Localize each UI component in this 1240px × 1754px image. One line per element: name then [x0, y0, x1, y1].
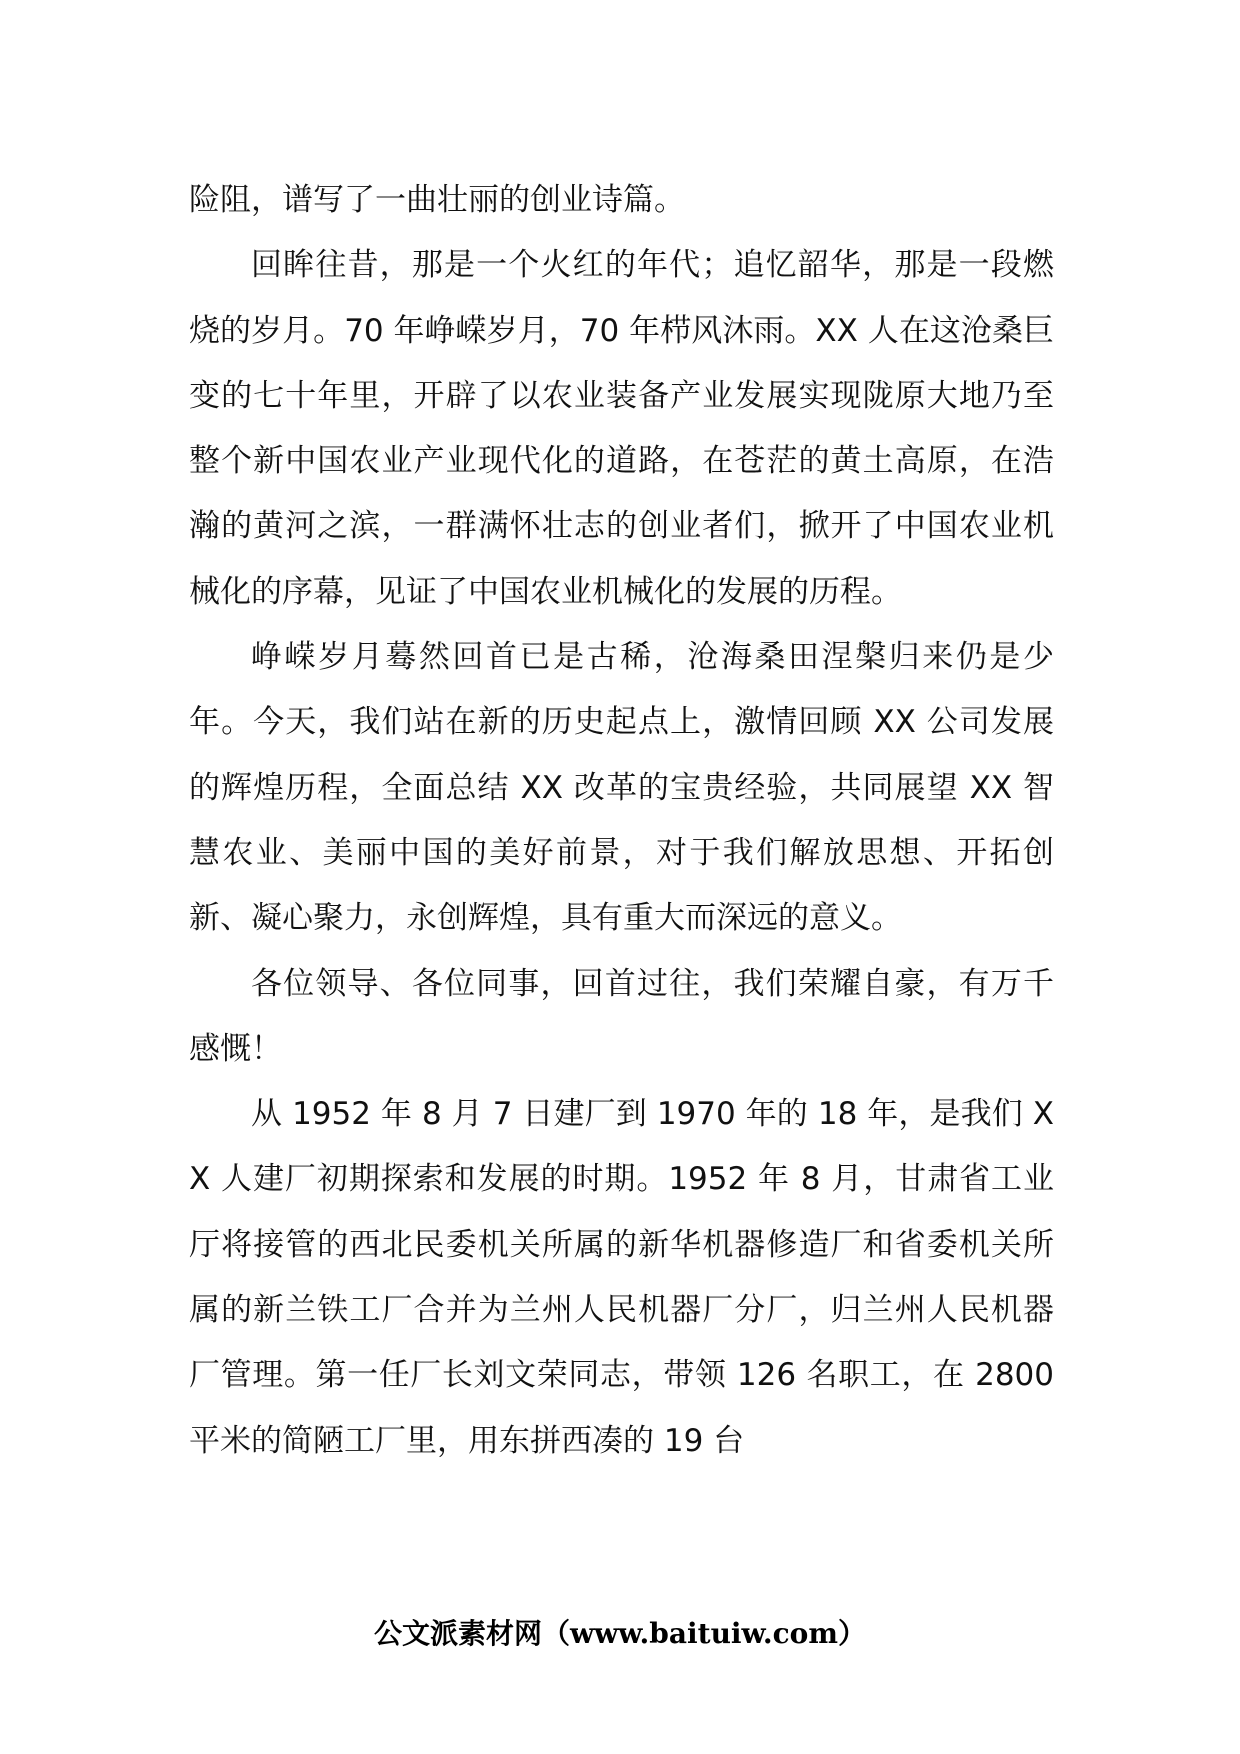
paragraph-3: 峥嵘岁月蓦然回首已是古稀，沧海桑田涅槃归来仍是少年。今天，我们站在新的历史起点上，激情回顾 XX 公司发展的辉煌历程，全面总结 XX 改革的宝贵经验，共同展望 XX 智慧农业、美丽中国的美好前景，对于我们解放思想、开拓创新、凝心聚力，永创辉煌，具有重大而深远的意义。	[189, 639, 1054, 937]
page-footer-watermark: 公文派素材网（www.baituiw.com）	[374, 1617, 866, 1650]
paragraph-2: 回眸往昔，那是一个火红的年代；追忆韶华，那是一段燃烧的岁月。70 年峥嵘岁月，70 年栉风沐雨。XX 人在这沧桑巨变的七十年里，开辟了以农业装备产业发展实现陇原大地乃至整个新中国农业产业现代化的道路，在苍茫的黄土高原，在浩瀚的黄河之滨，一群满怀壮志的创业者们，掀开了中国农业机械化的序幕，见证了中国农业机械化的发展的历程。	[189, 247, 1054, 610]
paragraph-1: 险阻，谱写了一曲壮丽的创业诗篇。	[189, 182, 685, 218]
paragraph-5: 从 1952 年 8 月 7 日建厂到 1970 年的 18 年，是我们 XX 人建厂初期探索和发展的时期。1952 年 8 月，甘肃省工业厅将接管的西北民委机关所属的新华机器修造厂和省委机关所属的新兰铁工厂合并为兰州人民机器厂分厂，归兰州人民机器厂管理。第一任厂长刘文荣同志，带领 126 名职工，在 2800 平米的简陋工厂里，用东拼西凑的 19 台	[189, 1096, 1054, 1459]
document-body	[189, 168, 1054, 1474]
paragraph-4: 各位领导、各位同事，回首过往，我们荣耀自豪，有万千感慨！	[189, 965, 1054, 1067]
